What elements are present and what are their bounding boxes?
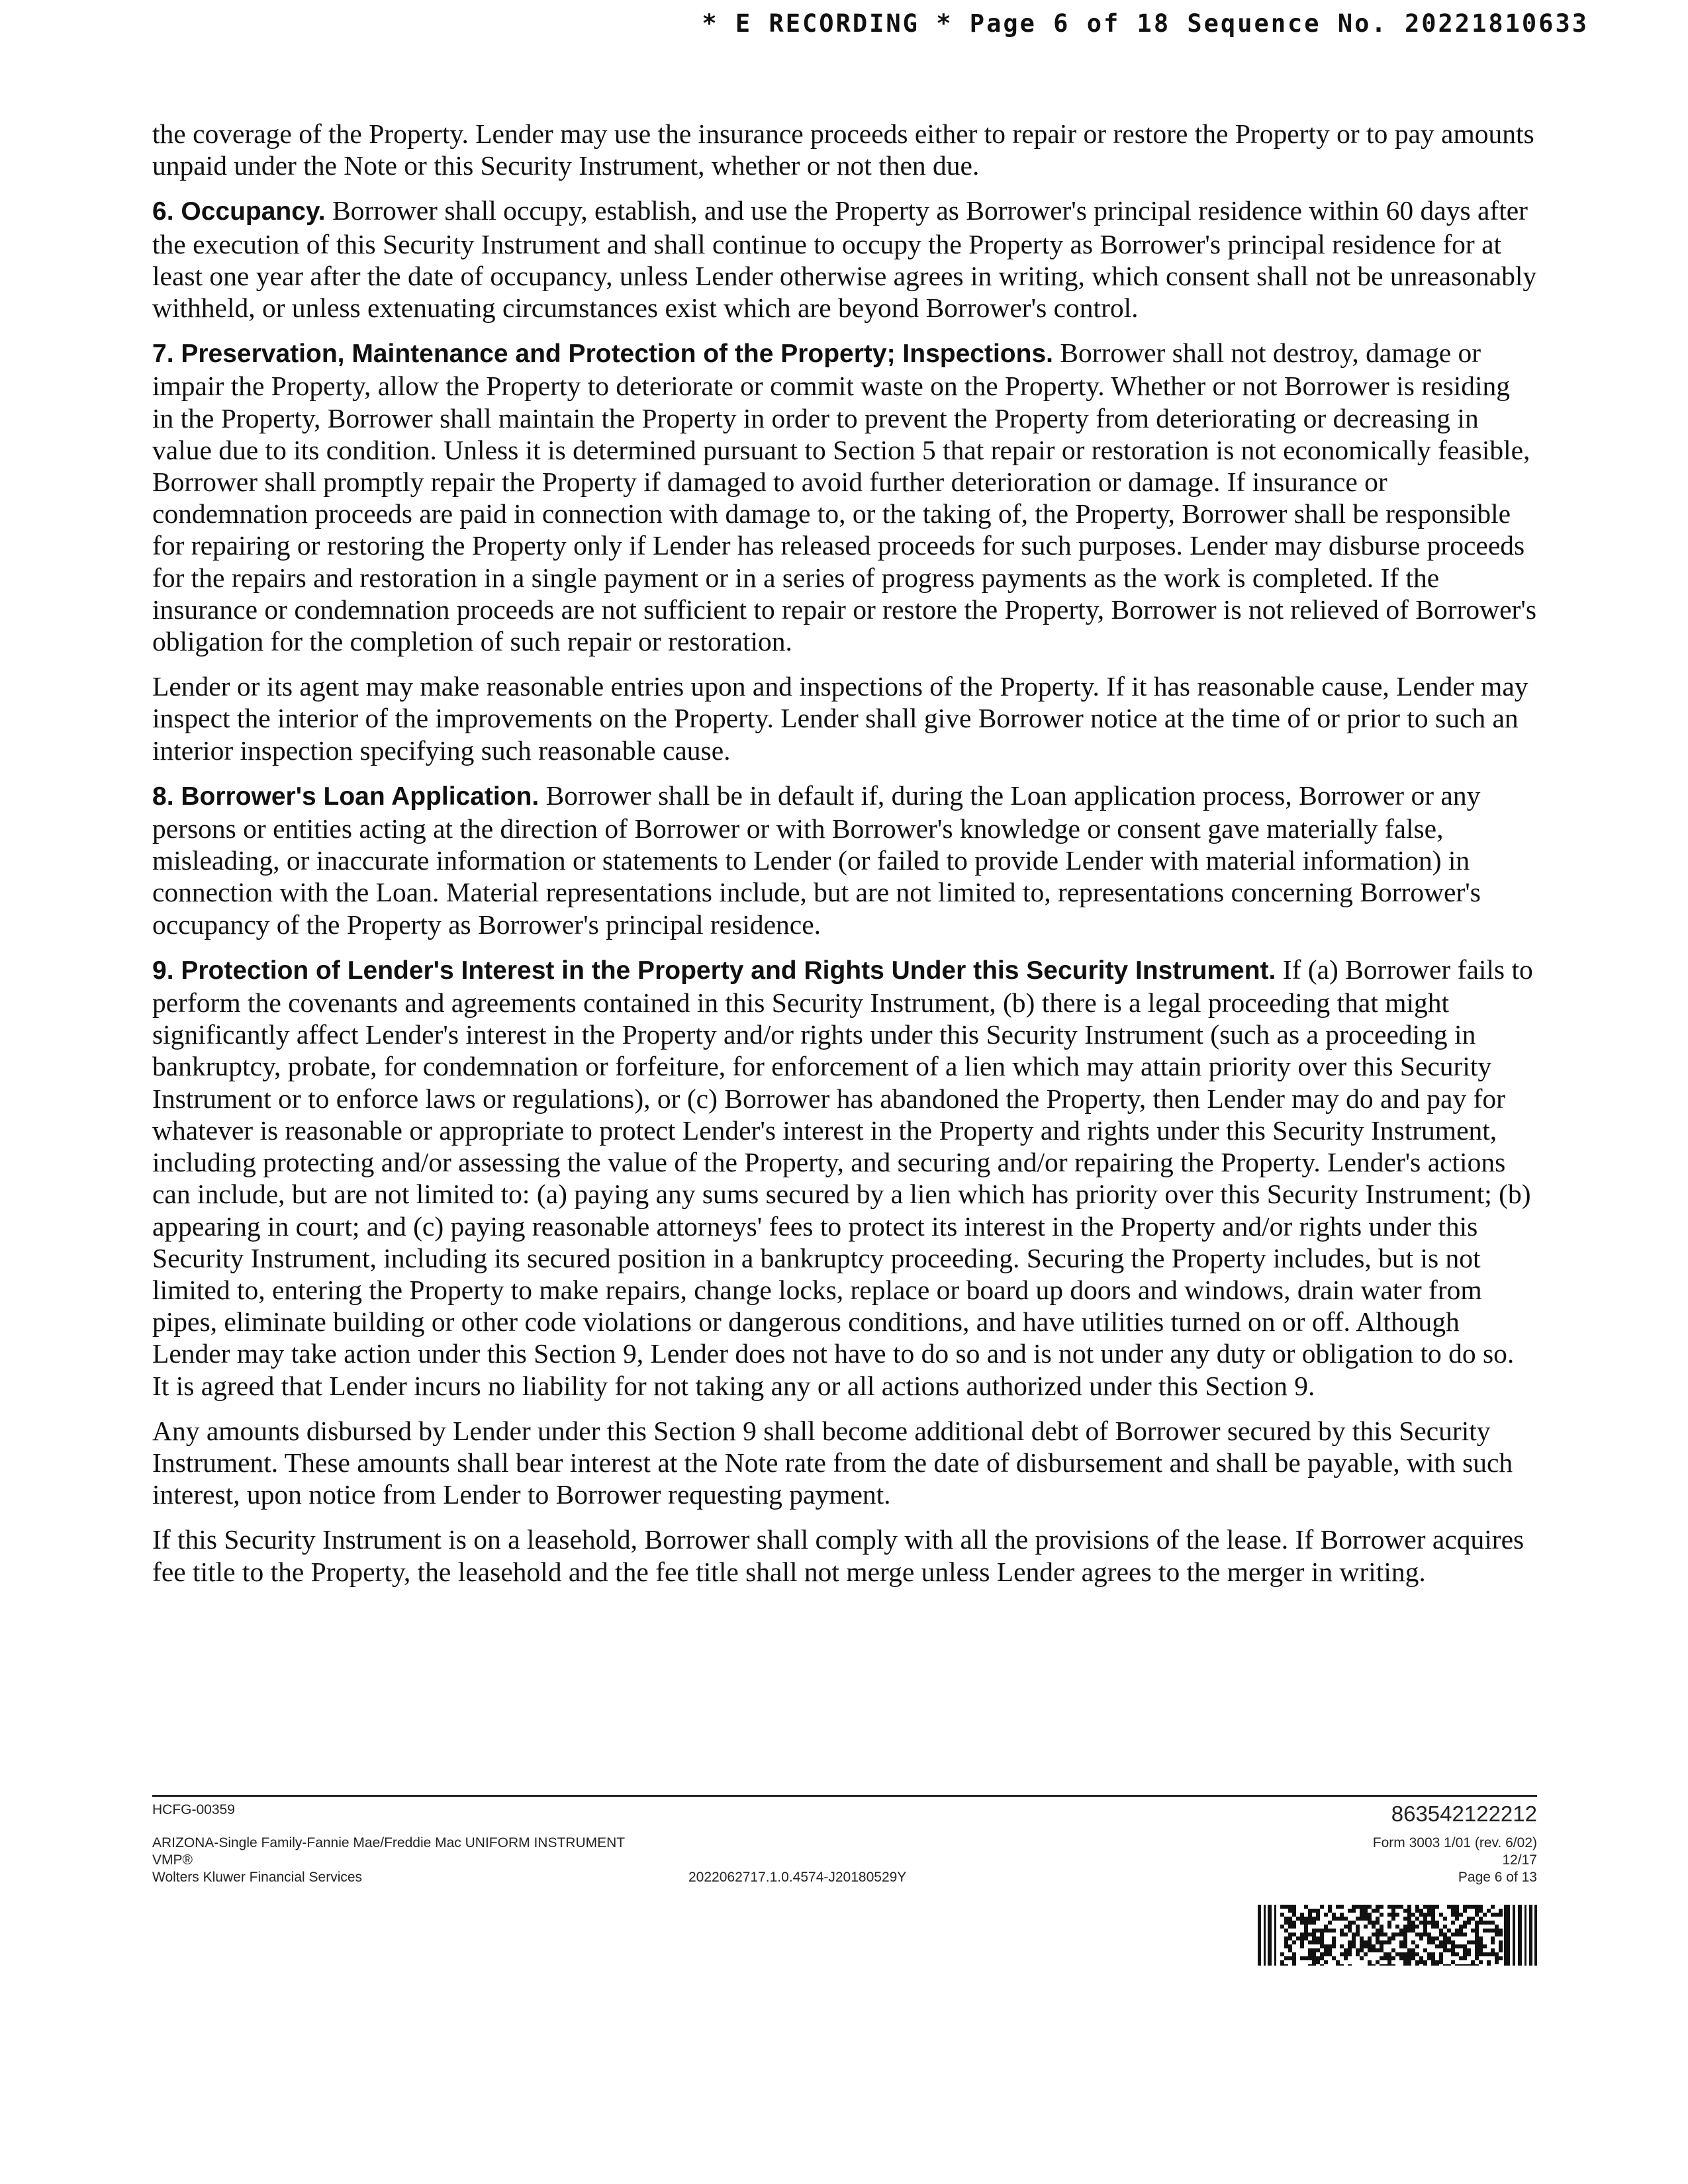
paragraph-disbursed-amounts: [152, 1415, 1537, 1511]
section-7-preservation: [152, 337, 1537, 657]
paragraph-leasehold: [152, 1524, 1537, 1587]
form-revision: 12/17: [1502, 1852, 1537, 1868]
footer-vmp: VMP®: [152, 1852, 193, 1868]
footer-instrument: ARIZONA-Single Family-Fannie Mae/Freddie Mac UNIFORM INSTRUMENT: [152, 1835, 626, 1850]
footer-doc-id: 2022062717.1.0.4574-J20180529Y: [688, 1870, 907, 1885]
footer-publisher: Wolters Kluwer Financial Services: [152, 1870, 363, 1885]
form-number: Form 3003 1/01 (rev. 6/02): [1372, 1835, 1537, 1850]
paragraph-text: Lender or its agent may make reasonable entries upon and inspections of the Property. If it has reasonable cause, Lender may inspect the interior of the improvements on the Property. Lender shall give Borrower notice at the time of or prior to such an interior inspection specifying such reasonable cause.: [152, 671, 1528, 766]
paragraph-text: the coverage of the Property. Lender may use the insurance proceeds either to repair or restore the Property or to pay amounts unpaid under the Note or this Security Instrument, whether or not then due.: [152, 118, 1534, 181]
paragraph-text: Any amounts disbursed by Lender under this Section 9 shall become additional debt of Borrower secured by this Security Instrument. These amounts shall bear interest at the Note rate from the date of disbursement and shall be payable, with such interest, upon notice from Lender to Borrower requesting payment.: [152, 1415, 1513, 1510]
paragraph-inspections: [152, 670, 1537, 766]
recording-stamp: * E RECORDING * Page 6 of 18 Sequence No. 20221810633: [702, 9, 1589, 38]
section-heading: 7. Preservation, Maintenance and Protection of the Property; Inspections.: [152, 340, 1053, 369]
section-heading: 8. Borrower's Loan Application.: [152, 782, 539, 811]
loan-number: 863542122212: [1391, 1801, 1537, 1826]
paragraph-text: Borrower shall not destroy, damage or impair the Property, allow the Property to deteriorate or commit waste on the Property. Whether or not Borrower is residing in the Property, Borrower shall maintain the Property in order to prevent the Property from deteriorating or decreasing in value due to its condition. Unless it is determined pursuant to Section 5 that repair or restoration is not economically feasible, Borrower shall promptly repair the Property if damaged to avoid further deterioration or damage. If insurance or condemnation proceeds are paid in connection with damage to, or the taking of, the Property, Borrower shall be responsible for repairing or restoring the Property only if Lender has released proceeds for such purposes. Lender may disburse proceeds for the repairs and restoration in a single payment or in a series of progress payments as the work is completed. If the insurance or condemnation proceeds are not sufficient to repair or restore the Property, Borrower is not relieved of Borrower's obligation for the completion of such repair or restoration.: [152, 338, 1536, 657]
paragraph-text: Borrower shall be in default if, during the Loan application process, Borrower or any persons or entities acting at the direction of Borrower or with Borrower's knowledge or consent gave materially false, misleading, or inaccurate information or statements to Lender (or failed to provide Lender with material information) in connection with the Loan. Material representations include, but are not limited to, representations concerning Borrower's occupancy of the Property as Borrower's principal residence.: [152, 780, 1481, 940]
paragraph-text: If (a) Borrower fails to perform the covenants and agreements contained in this Security Instrument, (b) there is a legal proceeding that might significantly affect Lender's interest in the Property and/or rights under this Security Instrument (such as a proceeding in bankruptcy, probate, for condemnation or forfeiture, for enforcement of a lien which may attain priority over this Security Instrument or to enforce laws or regulations), or (c) Borrower has abandoned the Property, then Lender may do and pay for whatever is reasonable or appropriate to protect Lender's interest in the Property and rights under this Security Instrument, including protecting and/or assessing the value of the Property, and securing and/or repairing the Property. Lender's actions can include, but are not limited to: (a) paying any sums secured by a lien which has priority over this Security Instrument; (b) appearing in court; and (c) paying reasonable attorneys' fees to protect its interest in the Property and/or rights under this Security Instrument, including its secured position in a bankruptcy proceeding. Securing the Property includes, but is not limited to, entering the Property to make repairs, change locks, replace or board up doors and windows, drain water from pipes, eliminate building or other code violations or dangerous conditions, and have utilities turned on or off. Although Lender may take action under this Section 9, Lender does not have to do so and is not under any duty or obligation to do so. It is agreed that Lender incurs no liability for not taking any or all actions authorized under this Section 9.: [152, 954, 1533, 1401]
section-heading: 9. Protection of Lender's Interest in the Property and Rights Under this Security Instrument.: [152, 956, 1276, 985]
paragraph-insurance-proceeds: [152, 118, 1537, 181]
page-number: Page 6 of 13: [1458, 1870, 1537, 1885]
document-body: [152, 118, 1537, 1601]
paragraph-text: Borrower shall occupy, establish, and use the Property as Borrower's principal residence within 60 days after the execution of this Security Instrument and shall continue to occupy the Property as Borrower's principal residence for at least one year after the date of occupancy, unless Lender otherwise agrees in writing, which consent shall not be unreasonably withheld, or unless extenuating circumstances exist which are beyond Borrower's control.: [152, 195, 1537, 324]
paragraph-text: If this Security Instrument is on a leasehold, Borrower shall comply with all the provisions of the lease. If Borrower acquires fee title to the Property, the leasehold and the fee title shall not merge unless Lender agrees to the merger in writing.: [152, 1524, 1524, 1587]
section-6-occupancy: [152, 195, 1537, 324]
barcode-image: [1258, 1905, 1537, 1966]
section-8-loan-application: [152, 780, 1537, 940]
footer-form-code: HCFG-00359: [152, 1802, 235, 1817]
section-9-protection: [152, 954, 1537, 1402]
footer-divider: [152, 1795, 1537, 1797]
section-heading: 6. Occupancy.: [152, 197, 326, 226]
